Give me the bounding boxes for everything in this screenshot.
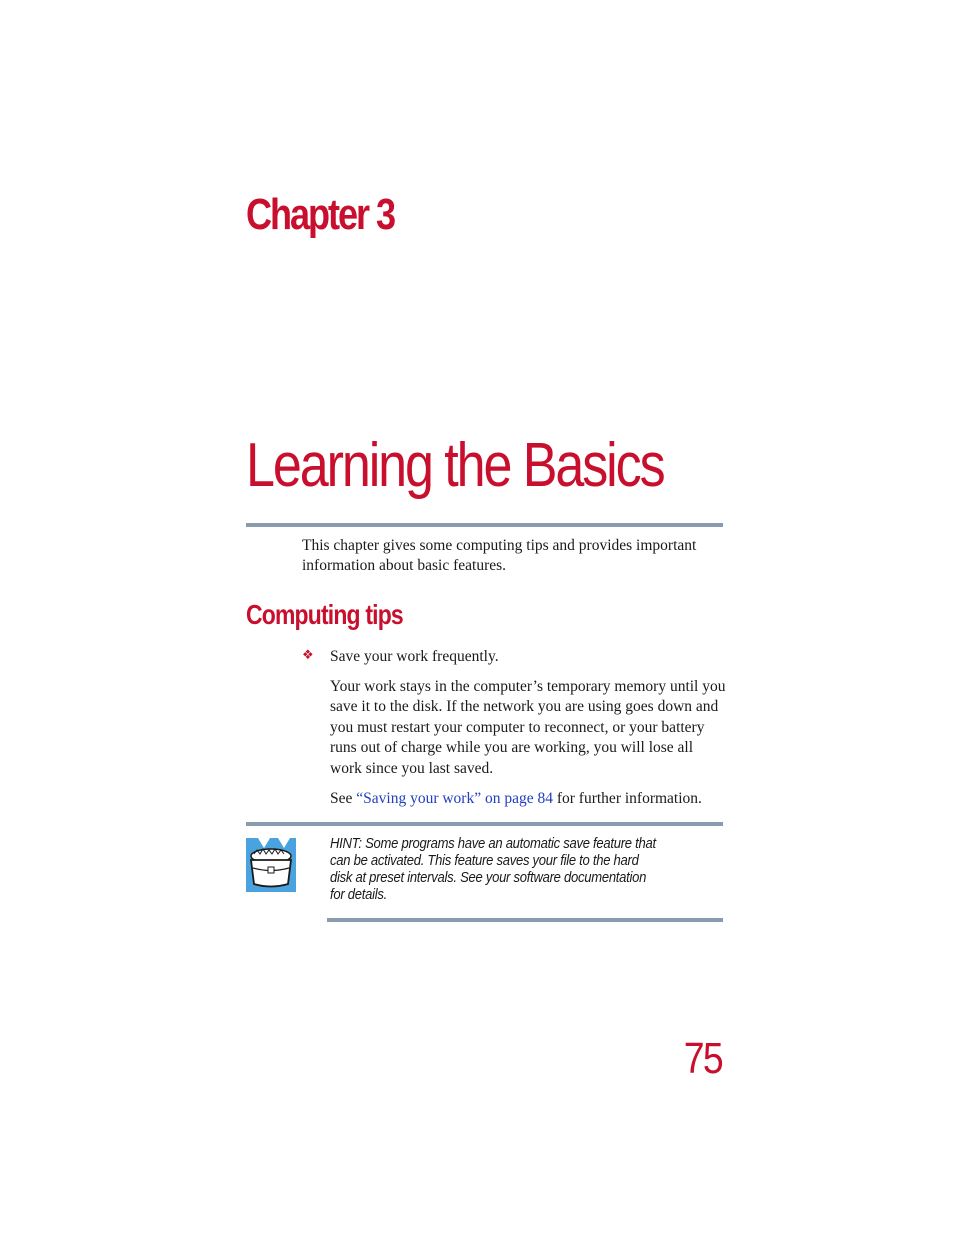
see-prefix: See xyxy=(330,790,357,807)
chapter-title: Learning the Basics xyxy=(246,431,664,500)
section-heading: Computing tips xyxy=(246,599,403,630)
title-divider xyxy=(246,523,723,527)
hint-bottom-divider xyxy=(327,918,723,922)
page-number: 75 xyxy=(683,1034,722,1083)
hint-top-divider xyxy=(246,822,723,826)
bullet-diamond-icon: ❖ xyxy=(302,647,314,662)
body-paragraph: Your work stays in the computer’s temporary memory until you save it to the disk. If the network you are using goes down and you must restart your computer to reconnect, or your battery runs out of charge while you are working, you will lose all work since you last saved. xyxy=(330,678,726,777)
treasure-chest-icon xyxy=(246,838,296,892)
saving-your-work-link[interactable]: “Saving your work” on page 84 xyxy=(356,790,553,807)
intro-paragraph: This chapter gives some computing tips and provides important information about basic features. xyxy=(302,537,697,574)
see-suffix: for further information. xyxy=(552,790,702,807)
cross-reference xyxy=(330,789,702,809)
hint-text: HINT: Some programs have an automatic save feature that can be activated. This feature saves your file to the hard disk at preset intervals. See your software documentation for details. xyxy=(330,836,656,903)
bullet-text: Save your work frequently. xyxy=(330,648,499,665)
chapter-label: Chapter 3 xyxy=(246,190,394,239)
